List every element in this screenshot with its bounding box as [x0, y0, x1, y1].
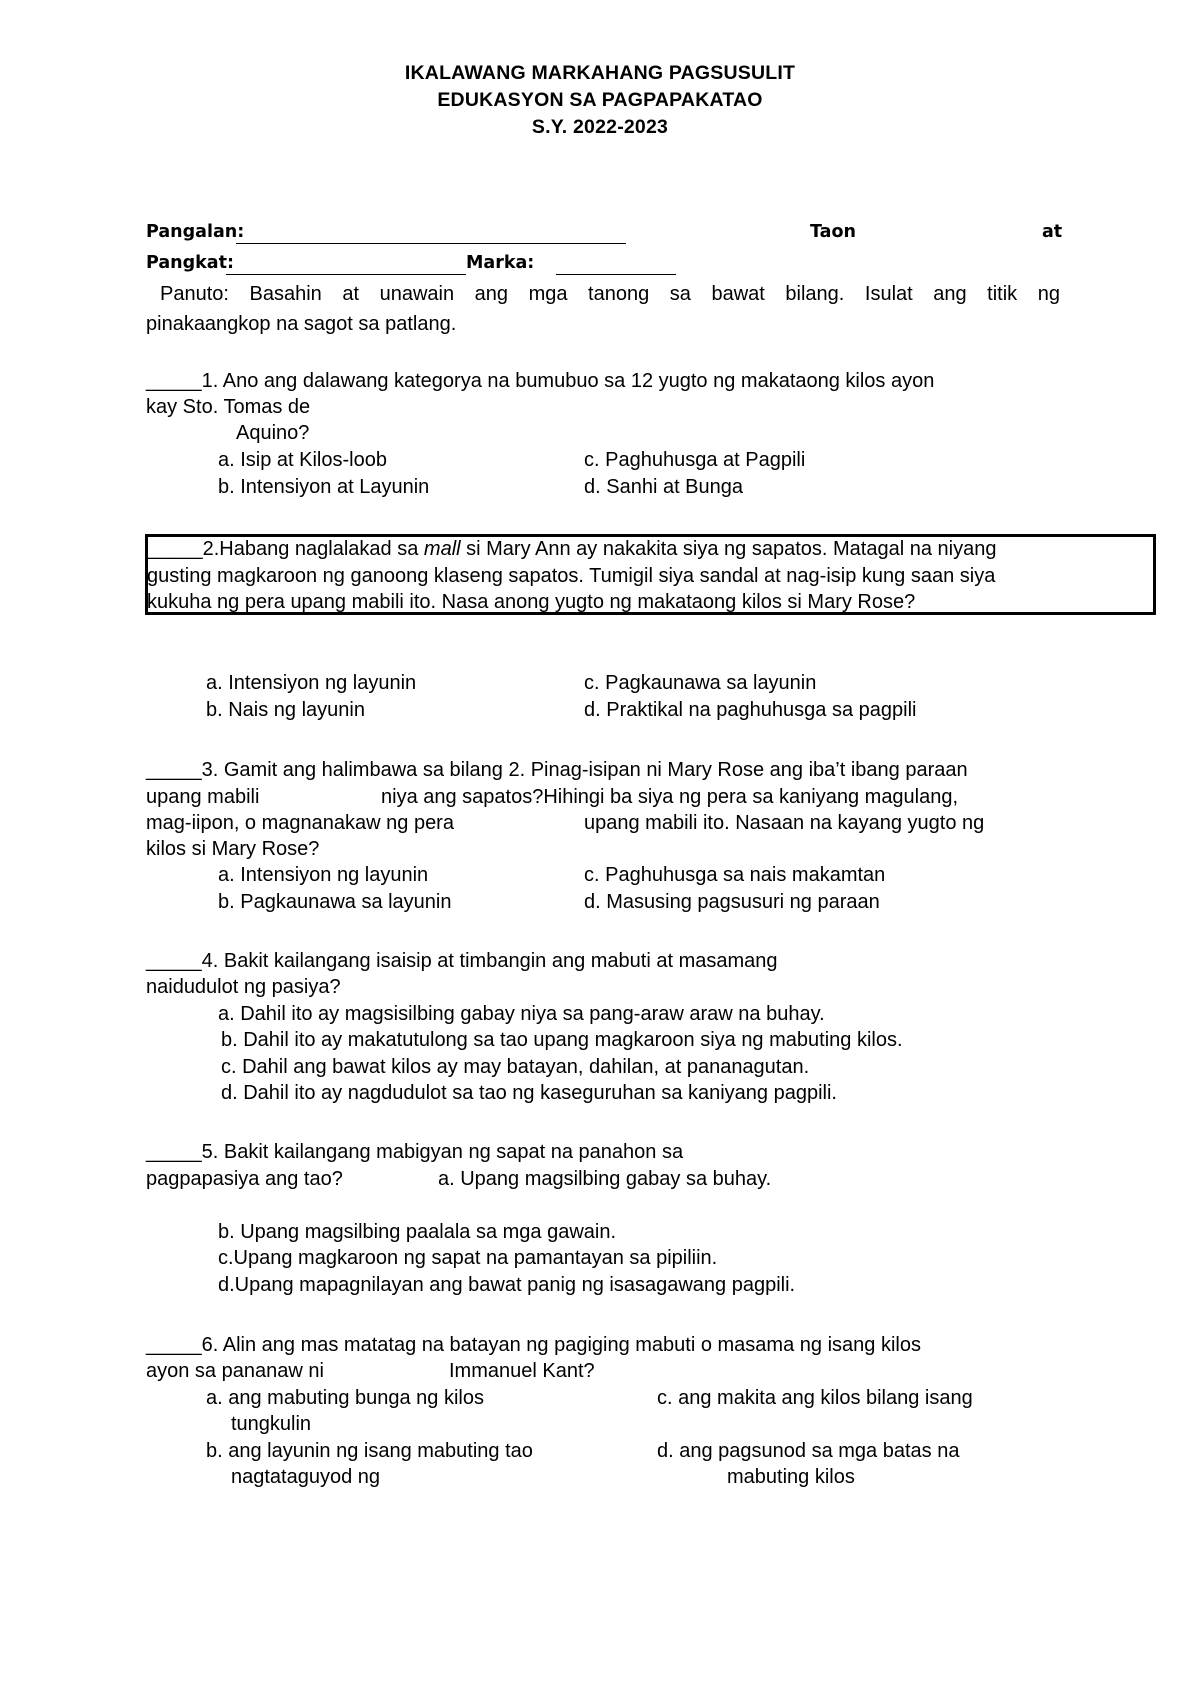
q6-line2b: Immanuel Kant?	[449, 1360, 595, 1382]
q3-line3a: mag-iipon, o magnanakaw ng pera	[146, 812, 454, 834]
q6-choice-d[interactable]: d. ang pagsunod sa mga batas na	[657, 1440, 960, 1462]
q5-choice-a[interactable]: a. Upang magsilbing gabay sa buhay.	[438, 1168, 772, 1190]
q2-line3: kukuha ng pera upang mabili ito. Nasa anong yugto ng makataong kilos si Mary Rose?	[147, 591, 916, 613]
q6-choice-b[interactable]: b. ang layunin ng isang mabuting tao	[206, 1440, 533, 1462]
q4-choice-a[interactable]: a. Dahil ito ay magsisilbing gabay niya sa pang-araw araw na buhay.	[218, 1003, 825, 1025]
taon-label: Taon	[810, 222, 856, 242]
q3-choice-d[interactable]: d. Masusing pagsusuri ng paraan	[584, 891, 880, 913]
pangalan-label: Pangalan:	[146, 222, 245, 242]
q1-line3: Aquino?	[236, 422, 310, 444]
q3-line3b: upang mabili ito. Nasaan na kayang yugto ng	[584, 812, 985, 834]
q4-choice-c[interactable]: c. Dahil ang bawat kilos ay may batayan, dahilan, at pananagutan.	[221, 1056, 810, 1078]
marka-blank[interactable]	[556, 274, 676, 275]
q3-line4: kilos si Mary Rose?	[146, 838, 320, 860]
q2-choice-b[interactable]: b. Nais ng layunin	[206, 699, 365, 721]
q3-line2a: upang mabili	[146, 786, 260, 808]
q6-choice-b-cont: nagtataguyod ng	[231, 1466, 381, 1488]
q3-choice-c[interactable]: c. Paghuhusga sa nais makamtan	[584, 864, 886, 886]
q1-choice-a[interactable]: a. Isip at Kilos-loob	[218, 449, 387, 471]
q6-line2a: ayon sa pananaw ni	[146, 1360, 324, 1382]
q4-line1: _____4. Bakit kailangang isaisip at timbangin ang mabuti at masamang	[146, 950, 778, 972]
q6-line1: _____6. Alin ang mas matatag na batayan ng pagiging mabuti o masama ng isang kilos	[146, 1334, 921, 1356]
school-year: S.Y. 2022-2023	[531, 116, 669, 138]
q5-choice-d[interactable]: d.Upang mapagnilayan ang bawat panig ng isasagawang pagpili.	[218, 1274, 796, 1296]
q6-choice-d-cont: mabuting kilos	[727, 1466, 855, 1488]
q2-choice-a[interactable]: a. Intensiyon ng layunin	[206, 672, 417, 694]
panuto-line1: Panuto: Basahin at unawain ang mga tanong sa bawat bilang. Isulat ang titik ng	[160, 283, 1060, 305]
q1-choice-c[interactable]: c. Paghuhusga at Pagpili	[584, 449, 806, 471]
pangkat-blank[interactable]	[226, 274, 466, 275]
q6-choice-c[interactable]: c. ang makita ang kilos bilang isang	[657, 1387, 973, 1409]
q5-line2: pagpapasiya ang tao?	[146, 1168, 343, 1190]
q3-line2b: niya ang sapatos?Hihingi ba siya ng pera sa kaniyang magulang,	[381, 786, 959, 808]
panuto-line2: pinakaangkop na sagot sa patlang.	[146, 313, 457, 335]
exam-title: IKALAWANG MARKAHANG PAGSUSULIT	[404, 62, 796, 84]
q5-choice-c[interactable]: c.Upang magkaroon ng sapat na pamantayan sa pipiliin.	[218, 1247, 718, 1269]
q4-choice-b[interactable]: b. Dahil ito ay makatutulong sa tao upang magkaroon siya ng mabuting kilos.	[221, 1029, 903, 1051]
marka-label: Marka:	[466, 253, 535, 273]
pangalan-blank[interactable]	[236, 243, 626, 244]
subject-title: EDUKASYON SA PAGPAPAKATAO	[437, 89, 763, 111]
q6-choice-a[interactable]: a. ang mabuting bunga ng kilos	[206, 1387, 484, 1409]
q1-line1: _____1. Ano ang dalawang kategorya na bumubuo sa 12 yugto ng makataong kilos ayon	[146, 370, 935, 392]
q3-line1: _____3. Gamit ang halimbawa sa bilang 2. Pinag-isipan ni Mary Rose ang iba’t ibang paraan	[146, 759, 968, 781]
q4-choice-d[interactable]: d. Dahil ito ay nagdudulot sa tao ng kaseguruhan sa kaniyang pagpili.	[221, 1082, 837, 1104]
q5-choice-b[interactable]: b. Upang magsilbing paalala sa mga gawain.	[218, 1221, 617, 1243]
q2-choice-c[interactable]: c. Pagkaunawa sa layunin	[584, 672, 817, 694]
q2-italic-mall: mall	[423, 538, 461, 560]
q2-choice-d[interactable]: d. Praktikal na paghuhusga sa pagpili	[584, 699, 917, 721]
pangkat-label: Pangkat:	[146, 253, 234, 273]
q1-line2: kay Sto. Tomas de	[146, 396, 311, 418]
q1-choice-d[interactable]: d. Sanhi at Bunga	[584, 476, 744, 498]
q3-choice-a[interactable]: a. Intensiyon ng layunin	[218, 864, 429, 886]
q1-choice-b[interactable]: b. Intensiyon at Layunin	[218, 476, 430, 498]
q5-line1: _____5. Bakit kailangang mabigyan ng sapat na panahon sa	[146, 1141, 684, 1163]
q6-choice-a-cont: tungkulin	[231, 1413, 312, 1435]
q4-line2: naidudulot ng pasiya?	[146, 976, 341, 998]
at-label: at	[1042, 222, 1063, 242]
q2-line2: gusting magkaroon ng ganoong klaseng sapatos. Tumigil siya sandal at nag-isip kung saan siya	[147, 565, 996, 587]
q2-line1: _____2.Habang naglalakad sa mall si Mary Ann ay nakakita siya ng sapatos. Matagal na niyang	[147, 538, 997, 560]
q3-choice-b[interactable]: b. Pagkaunawa sa layunin	[218, 891, 452, 913]
